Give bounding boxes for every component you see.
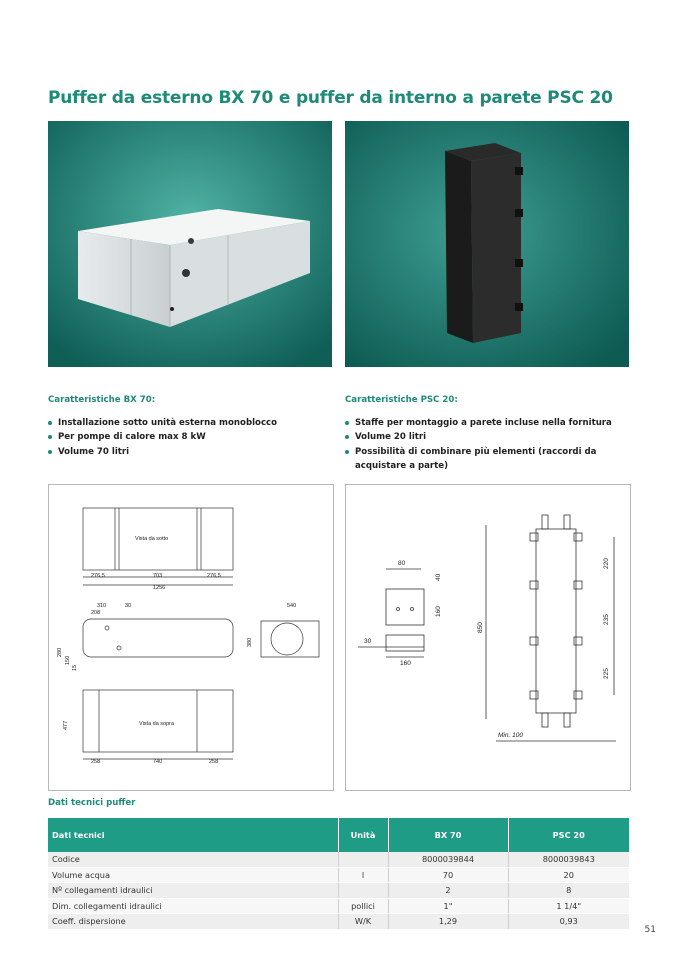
table-cell: Volume acqua (48, 867, 338, 883)
table-cell: pollici (338, 898, 388, 914)
table-row (48, 898, 629, 914)
dim-label: 15 (72, 664, 78, 671)
view-bottom-label: Vista da sotto (135, 536, 169, 542)
dim-label: 276,5 (91, 573, 105, 579)
table-cell: 8 (508, 883, 629, 899)
bx70-product-photo (48, 121, 332, 367)
column-header: Unità (338, 818, 388, 852)
table-cell: 1 1/4" (508, 898, 629, 914)
page-number: 51 (644, 925, 656, 935)
dim-label: 150 (65, 655, 71, 665)
dim-label: 220 (603, 558, 610, 569)
psc20-technical-drawing (345, 484, 631, 791)
dim-label: 280 (57, 647, 63, 657)
dim-label: 477 (63, 720, 69, 730)
table-row (48, 852, 629, 867)
table-cell (338, 852, 388, 867)
bx70-features-list (48, 416, 332, 459)
dim-label: 160 (435, 606, 442, 617)
list-item: Staffe per montaggio a parete incluse nella fornitura (345, 416, 633, 430)
dim-label: 380 (247, 637, 253, 647)
dim-label: 258 (209, 759, 219, 765)
dim-label: 540 (287, 603, 297, 609)
list-item: Installazione sotto unità esterna monoblocco (48, 416, 332, 430)
table-cell: Nº collegamenti idraulici (48, 883, 338, 899)
table-cell: Dim. collegamenti idraulici (48, 898, 338, 914)
psc20-features-heading: Caratteristiche PSC 20: (345, 395, 458, 405)
tech-data-table (48, 818, 629, 930)
column-header: Dati tecnici (48, 818, 338, 852)
table-cell: 20 (508, 867, 629, 883)
bx70-technical-drawing (48, 484, 334, 791)
table-row (48, 914, 629, 930)
dim-label: 160 (400, 660, 411, 667)
list-item: Volume 20 litri (345, 430, 633, 444)
table-row (48, 883, 629, 899)
dim-label: 30 (364, 638, 372, 645)
dim-label: 850 (477, 622, 484, 633)
page-title: Puffer da esterno BX 70 e puffer da interno a parete PSC 20 (48, 88, 613, 108)
bx70-features-heading: Caratteristiche BX 70: (48, 395, 156, 405)
dim-label: 258 (91, 759, 101, 765)
dim-label: 1256 (153, 585, 166, 591)
table-row (48, 867, 629, 883)
table-cell: 8000039843 (508, 852, 629, 867)
column-header: BX 70 (388, 818, 508, 852)
dim-label: 30 (125, 603, 132, 609)
dim-label: 208 (91, 610, 101, 616)
table-cell: Codice (48, 852, 338, 867)
table-cell: Coeff. dispersione (48, 914, 338, 930)
dim-label: 225 (603, 668, 610, 679)
table-cell: 2 (388, 883, 508, 899)
list-item: Volume 70 litri (48, 445, 332, 459)
table-cell: 1" (388, 898, 508, 914)
dim-label: 235 (603, 614, 610, 625)
table-cell: 0,93 (508, 914, 629, 930)
dim-label: 40 (435, 573, 442, 581)
list-item: Possibilità di combinare più elementi (raccordi da acquistare a parte) (345, 445, 633, 474)
list-item: Per pompe di calore max 8 kW (48, 430, 332, 444)
table-header-row (48, 818, 629, 852)
table-cell: 8000039844 (388, 852, 508, 867)
dim-label: Min. 100 (498, 732, 523, 739)
column-header: PSC 20 (508, 818, 629, 852)
dim-label: 80 (398, 560, 406, 567)
table-cell: 1,29 (388, 914, 508, 930)
psc20-product-photo (345, 121, 629, 367)
dim-label: 276,5 (207, 573, 221, 579)
table-cell: 70 (388, 867, 508, 883)
view-top-label: Vista da sopra (139, 721, 175, 727)
dim-label: 740 (153, 759, 163, 765)
dim-label: 703 (153, 573, 163, 579)
dim-label: 310 (97, 603, 107, 609)
table-cell (338, 883, 388, 899)
table-cell: l (338, 867, 388, 883)
psc20-features-list (345, 416, 633, 474)
table-cell: W/K (338, 914, 388, 930)
table-title: Dati tecnici puffer (48, 798, 136, 808)
